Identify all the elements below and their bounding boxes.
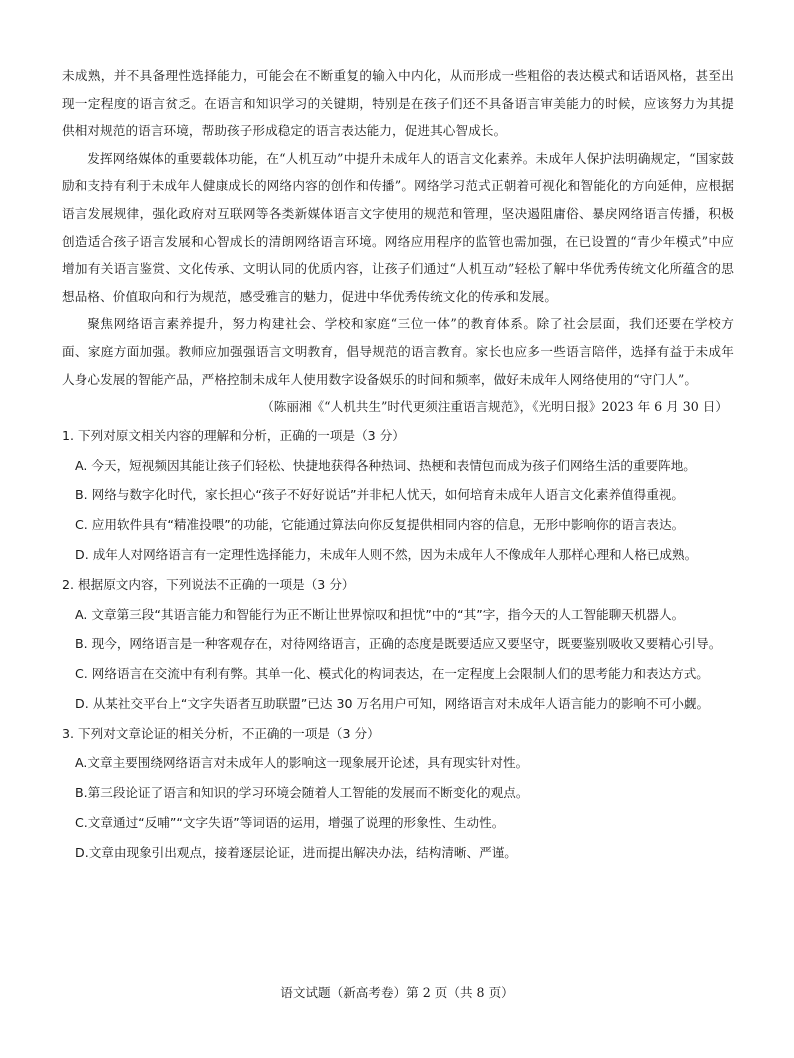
option-c: C. 应用软件具有“精准投喂”的功能，它能通过算法向你反复提供相同内容的信息，无形中影响你的语言表达。 xyxy=(75,517,685,533)
exam-page xyxy=(62,62,734,868)
option-d: D. 成年人对网络语言有一定理性选择能力，未成年人则不然，因为未成年人不像成年人那样心理和人格已成熟。 xyxy=(75,546,698,562)
option-b: B. 现今，网络语言是一种客观存在，对待网络语言，正确的态度是既要适应又要坚守，既要鉴别吸收又要精心引导。 xyxy=(75,636,722,652)
question-stem: 3. 下列对文章论证的相关分析，不正确的一项是（3 分） xyxy=(62,725,380,741)
passage-citation: （陈丽湘《“人机共生”时代更须注重语言规范》，《光明日报》2023 年 6 月 30 日） xyxy=(261,399,728,415)
option-a: A. 文章第三段“其语言能力和智能行为正不断让世界惊叹和担忧”中的“其”字，指今天的人工智能聊天机器人。 xyxy=(75,606,685,622)
option-a: A. 今天，短视频因其能让孩子们轻松、快捷地获得各种热词、热梗和表情包而成为孩子们网络生活的重要阵地。 xyxy=(75,457,696,473)
question-stem: 2. 根据原文内容，下列说法不正确的一项是（3 分） xyxy=(62,576,355,592)
option-b: B. 网络与数字化时代，家长担心“孩子不好好说话”并非杞人忧天，如何培育未成年人语言文化素养值得重视。 xyxy=(75,487,685,503)
question-stem: 1. 下列对原文相关内容的理解和分析，正确的一项是（3 分） xyxy=(62,427,405,443)
passage-paragraph-2: 发挥网络媒体的重要载体功能，在“人机互动”中提升未成年人的语言文化素养。未成年人保护法明确规定，“国家鼓励和支持有利于未成年人健康成长的网络内容的创作和传播”。网络学习范式正朝着可视化和智能化的方向延伸，应根据语言发展规律，强化政府对互联网等各类新媒体语言文字使用的规范和管理，坚决遏阻庸俗、暴戾网络语言传播，积极创造适合孩子语言发展和心智成长的清朗网络语言环境。网络应用程序的监管也需加强，在已设置的“青少年模式”中应增加有关语言鉴赏、文化传承、文明认同的优质内容，让孩子们通过“人机互动”轻松了解中华优秀传统文化所蕴含的思想品格、价值取向和行为规范，感受雅言的魅力，促进中华优秀传统文化的传承和发展。 xyxy=(62,150,734,304)
passage-paragraph-1: 未成熟，并不具备理性选择能力，可能会在不断重复的输入中内化，从而形成一些粗俗的表达模式和话语风格，甚至出现一定程度的语言贫乏。在语言和知识学习的关键期，特别是在孩子们还不具备语言审美能力的时候，应该努力为其提供相对规范的语言环境，帮助孩子形成稳定的语言表达能力，促进其心智成长。 xyxy=(62,68,734,139)
option-d: D. 从某社交平台上“文字失语者互助联盟”已达 30 万名用户可知，网络语言对未成年人语言能力的影响不可小觑。 xyxy=(75,695,710,711)
option-a: A.文章主要围绕网络语言对未成年人的影响这一现象展开论述，具有现实针对性。 xyxy=(75,755,529,771)
question-1 xyxy=(62,421,734,570)
option-b: B.第三段论证了语言和知识的学习环境会随着人工智能的发展而不断变化的观点。 xyxy=(75,785,529,801)
question-3 xyxy=(62,719,734,868)
question-2 xyxy=(62,570,734,719)
option-c: C.文章通过“反哺”“文字失语”等词语的运用，增强了说理的形象性、生动性。 xyxy=(75,815,505,831)
option-d: D.文章由现象引出观点，接着逐层论证，进而提出解决办法，结构清晰、严谨。 xyxy=(75,844,517,860)
passage-paragraph-3: 聚焦网络语言素养提升，努力构建社会、学校和家庭“三位一体”的教育体系。除了社会层面，我们还要在学校方面、家庭方面加强。教师应加强强语言文明教育，倡导规范的语言教育。家长也应多一些语言陪伴，选择有益于未成年人身心发展的智能产品，严格控制未成年人使用数字设备娱乐的时间和频率，做好未成年人网络使用的“守门人”。 xyxy=(62,316,734,387)
option-c: C. 网络语言在交流中有利有弊。其单一化、模式化的构词表达，在一定程度上会限制人们的思考能力和表达方式。 xyxy=(75,666,709,682)
page-footer: 语文试题（新高考卷）第 2 页（共 8 页） xyxy=(280,985,514,1000)
